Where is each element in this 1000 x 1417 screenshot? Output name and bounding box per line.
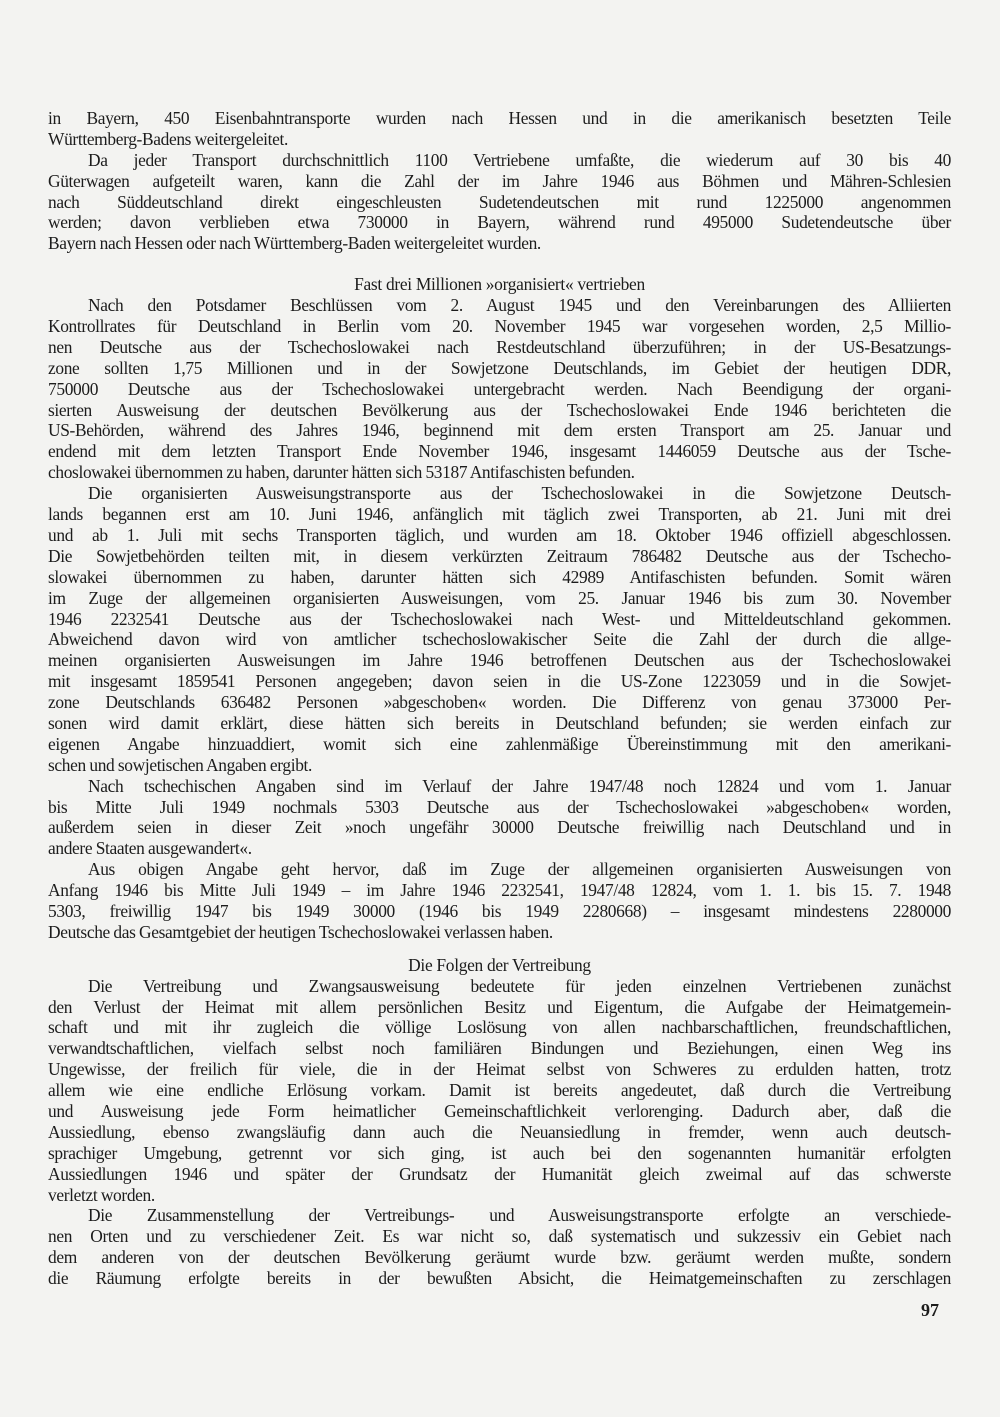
text-line: Ungewisse, der freilich für viele, die in der Heimat selbst von Schweres zu erdulden hatten, trotz <box>48 1059 951 1080</box>
text-line: allem wie eine endliche Erlösung vorkam. Damit ist bereits angedeutet, daß durch die Vertreibung <box>48 1080 951 1101</box>
text-line: schaft und mit ihr zugleich die völlige Loslösung von allen nachbarschaftlichen, freundschaftlichen, <box>48 1017 951 1038</box>
text-line: Die Sowjetbehörden teilten mit, in diesem verkürzten Zeitraum 786482 Deutsche aus der Tschecho- <box>48 545 951 566</box>
text-line: verletzt worden. <box>48 1184 155 1205</box>
text-line: zone sollten 1,75 Millionen und in der Sowjetzone Deutschlands, im Gebiet der heutigen DDR, <box>48 357 951 378</box>
section-heading: Fast drei Millionen »organisiert« vertrieben <box>354 274 645 295</box>
text-line: meinen organisierten Ausweisungen im Jahre 1946 betroffenen Deutschen aus der Tschechoslowakei <box>48 650 951 671</box>
paragraph <box>48 150 951 254</box>
text-line: Aussiedlungen 1946 und später der Grundsatz der Humanität gleich zweimal auf das schwerste <box>48 1163 951 1184</box>
text-line: und ab 1. Juli mit sechs Transporten täglich, und wurden am 18. Oktober 1946 offiziell abgeschlossen. <box>48 524 951 545</box>
document-body <box>48 108 951 1289</box>
section-heading: Die Folgen der Vertreibung <box>408 954 591 975</box>
text-line: Nach tschechischen Angaben sind im Verlauf der Jahre 1947/48 noch 12824 und vom 1. Januar <box>88 775 951 796</box>
text-line: eigenen Angabe hinzuaddiert, womit sich eine zahlenmäßige Übereinstimmung mit den amerikani- <box>48 733 951 754</box>
text-line: verwandtschaftlichen, vielfach selbst noch familiären Bindungen und Beziehungen, einen Weg ins <box>48 1038 951 1059</box>
text-line: 5303, freiwillig 1947 bis 1949 30000 (1946 bis 1949 2280668) – insgesamt mindestens 2280000 <box>48 900 951 921</box>
text-line: außerdem seien in dieser Zeit »noch ungefähr 30000 Deutsche freiwillig nach Deutschland und in <box>48 817 951 838</box>
text-line: dem anderen von der deutschen Bevölkerung geräumt wurde bzw. geräumt werden mußte, sondern <box>48 1247 951 1268</box>
text-line: lands begannen erst am 10. Juni 1946, anfänglich mit täglich zwei Transporten, ab 21. Juni mit drei <box>48 504 951 525</box>
text-line: slowakei übernommen zu haben, darunter hätten sich 42989 Antifaschisten befunden. Somit wären <box>48 566 951 587</box>
text-line: und Ausweisung jede Form heimatlicher Gemeinschaftlichkeit verlorenging. Dadurch aber, daß die <box>48 1101 951 1121</box>
text-line: im Zuge der allgemeinen organisierten Ausweisungen, vom 25. Januar 1946 bis zum 30. November <box>48 587 951 608</box>
page-number: 97 <box>921 1300 939 1320</box>
paragraph <box>48 108 951 150</box>
text-line: Deutsche das Gesamtgebiet der heutigen Tschechoslowakei verlassen haben. <box>48 921 553 942</box>
text-line: Nach den Potsdamer Beschlüssen vom 2. August 1945 und den Vereinbarungen des Alliierten <box>88 295 951 316</box>
text-line: die Räumung erfolgte bereits in der bewußten Absicht, die Heimatgemeinschaften zu zerschlagen <box>48 1268 951 1289</box>
text-line: Die Zusammenstellung der Vertreibungs- und Ausweisungstransporte erfolgte an verschiede- <box>88 1205 951 1226</box>
text-line: mit insgesamt 1859541 Personen angegeben; davon seien in die US-Zone 1223059 und in die Sowjet- <box>48 671 951 692</box>
text-line: Die organisierten Ausweisungstransporte aus der Tschechoslowakei in die Sowjetzone Deutsch- <box>88 483 951 504</box>
text-line: choslowakei übernommen zu haben, darunter hätten sich 53187 Antifaschisten befunden. <box>48 462 635 483</box>
text-line: nen Orten und zu verschiedener Zeit. Es war nicht so, daß systematisch und sukzessiv ein Gebiet nach <box>48 1226 951 1247</box>
paragraph <box>48 1205 951 1289</box>
paragraph <box>48 859 951 943</box>
text-line: Aussiedlung, ebenso zwangsläufig dann auch die Neuansiedlung in fremder, wenn auch deutsch- <box>48 1121 951 1142</box>
text-line: sprachiger Umgebung, getrennt vor sich ging, ist auch bei den sogenannten humanitär erfolgten <box>48 1142 951 1163</box>
paragraph <box>48 295 951 483</box>
text-line: andere Staaten ausgewandert«. <box>48 838 252 859</box>
paragraph <box>48 976 951 1206</box>
text-line: endend mit dem letzten Transport Ende November 1946, insgesamt 1446059 Deutsche aus der Tsche- <box>48 441 951 462</box>
text-line: nach Süddeutschland direkt eingeschleusten Sudetendeutschen mit rund 1225000 angenommen <box>48 191 951 212</box>
text-line: schen und sowjetischen Angaben ergibt. <box>48 754 313 775</box>
text-line: den Verlust der Heimat mit allem persönlichen Besitz und Eigentum, die Aufgabe der Heimatgemein- <box>48 996 951 1017</box>
paragraph <box>48 776 951 860</box>
text-line: Güterwagen aufgeteilt waren, kann die Zahl der im Jahre 1946 aus Böhmen und Mähren-Schlesien <box>48 170 951 191</box>
text-line: Da jeder Transport durchschnittlich 1100 Vertriebene umfaßte, die wiederum auf 30 bis 40 <box>88 149 951 170</box>
text-line: Anfang 1946 bis Mitte Juli 1949 – im Jahre 1946 2232541, 1947/48 12824, vom 1. 1. bis 15. 7. 1948 <box>48 880 951 901</box>
text-line: Abweichend davon wird von amtlicher tschechoslowakischer Seite die Zahl der durch die allge- <box>48 629 951 650</box>
text-line: Württemberg-Badens weitergeleitet. <box>48 128 288 149</box>
text-line: in Bayern, 450 Eisenbahntransporte wurden nach Hessen und in die amerikanisch besetzten Teile <box>48 108 951 128</box>
text-line: 1946 2232541 Deutsche aus der Tschechoslowakei nach West- und Mitteldeutschland gekommen. <box>48 608 951 629</box>
text-line: Kontrollrates für Deutschland in Berlin vom 20. November 1945 war vorgesehen worden, 2,5 Millio- <box>48 316 951 337</box>
text-line: sonen wird damit erklärt, diese hätten sich bereits in Deutschland befunden; sie werden einfach zur <box>48 712 951 733</box>
paragraph <box>48 483 951 775</box>
text-line: nen Deutsche aus der Tschechoslowakei nach Restdeutschland überzuführen; in der US-Besatzungs- <box>48 336 951 357</box>
text-line: Aus obigen Angabe geht hervor, daß im Zuge der allgemeinen organisierten Ausweisungen von <box>88 859 951 880</box>
text-line: Bayern nach Hessen oder nach Württemberg-Baden weitergeleitet wurden. <box>48 233 541 254</box>
text-line: Die Vertreibung und Zwangsausweisung bedeutete für jeden einzelnen Vertriebenen zunächst <box>88 975 951 996</box>
text-line: US-Behörden, während des Jahres 1946, beginnend mit dem ersten Transport am 25. Januar und <box>48 420 951 441</box>
text-line: bis Mitte Juli 1949 nochmals 5303 Deutsche aus der Tschechoslowakei »abgeschoben« worden, <box>48 796 951 817</box>
text-line: werden; davon verblieben etwa 730000 in Bayern, während rund 495000 Sudetendeutsche über <box>48 212 951 233</box>
text-line: sierten Ausweisung der deutschen Bevölkerung aus der Tschechoslowakei Ende 1946 berichteten die <box>48 399 951 420</box>
text-line: 750000 Deutsche aus der Tschechoslowakei untergebracht werden. Nach Beendigung der organi- <box>48 378 951 399</box>
text-line: zone Deutschlands 636482 Personen »abgeschoben« worden. Die Differenz von genau 373000 Per- <box>48 692 951 713</box>
